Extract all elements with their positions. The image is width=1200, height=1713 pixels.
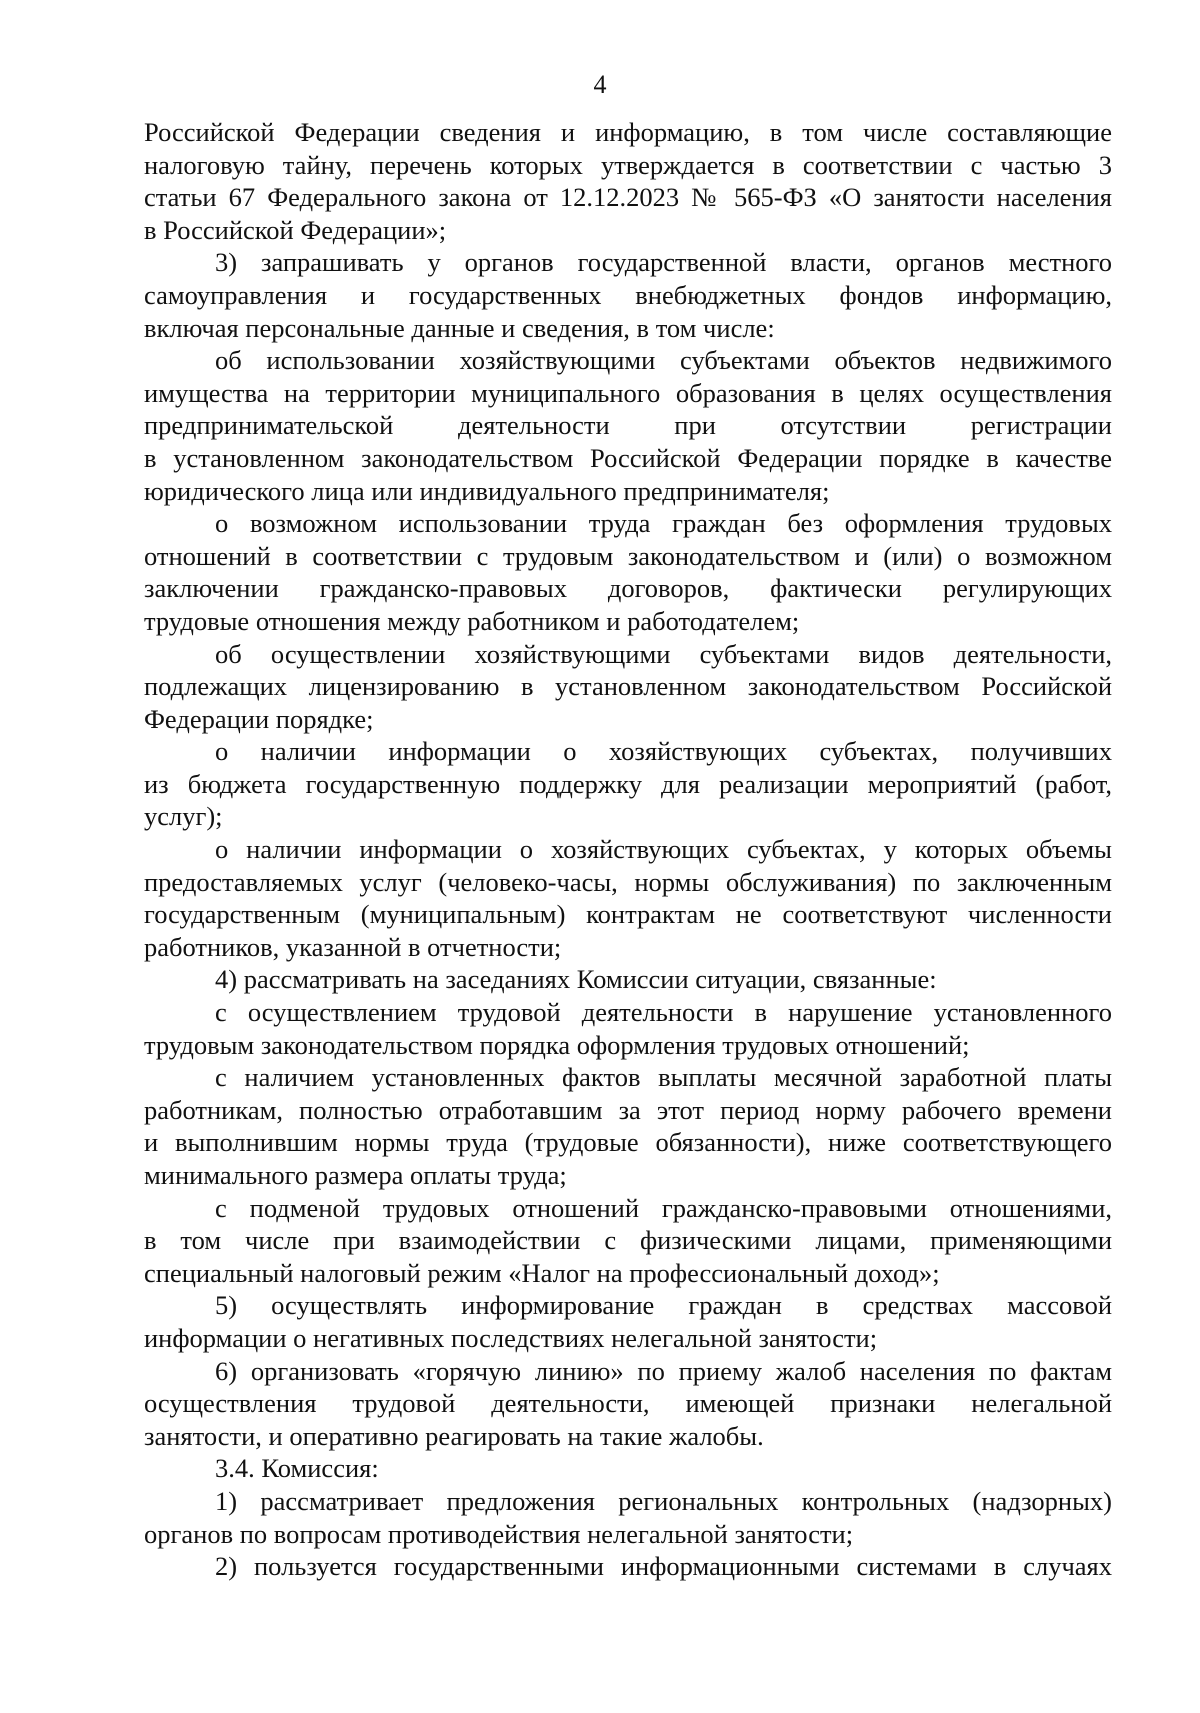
text-line: включая персональные данные и сведения, в том числе: <box>144 312 775 343</box>
text-line: 2) пользуется государственными информационными системами в случаях <box>215 1551 1112 1582</box>
text-line: с наличием установленных фактов выплаты месячной заработной платы <box>215 1062 1112 1093</box>
text-line: специальный налоговый режим «Налог на профессиональный доход»; <box>144 1257 940 1288</box>
text-line: предоставляемых услуг (человеко-часы, нормы обслуживания) по заключенным <box>144 866 1112 897</box>
text-line: осуществления трудовой деятельности, имеющей признаки нелегальной <box>144 1388 1112 1419</box>
text-line: об осуществлении хозяйствующими субъектами видов деятельности, <box>215 638 1112 669</box>
text-line: 3) запрашивать у органов государственной власти, органов местного <box>215 247 1112 278</box>
text-line: в установленном законодательством Российской Федерации порядке в качестве <box>144 442 1112 473</box>
text-line: работникам, полностью отработавшим за этот период норму рабочего времени <box>144 1094 1112 1125</box>
text-line: Российской Федерации сведения и информацию, в том числе составляющие <box>144 117 1112 147</box>
text-line: 6) организовать «горячую линию» по приему жалоб населения по фактам <box>215 1355 1112 1386</box>
text-line: информации о негативных последствиях нелегальной занятости; <box>144 1322 878 1353</box>
text-line: государственным (муниципальным) контрактам не соответствуют численности <box>144 899 1112 930</box>
text-line: 5) осуществлять информирование граждан в средствах массовой <box>215 1290 1112 1321</box>
text-line: налоговую тайну, перечень которых утверждается в соответствии с частью 3 <box>144 149 1112 180</box>
text-line: предпринимательской деятельности при отсутствии регистрации <box>144 410 1112 441</box>
text-line: с подменой трудовых отношений гражданско-правовыми отношениями, <box>215 1192 1112 1223</box>
text-line: занятости, и оперативно реагировать на такие жалобы. <box>144 1420 764 1451</box>
text-line: о наличии информации о хозяйствующих субъектах, получивших <box>215 736 1112 767</box>
text-line: трудовым законодательством порядка оформления трудовых отношений; <box>144 1029 970 1060</box>
text-line: Федерации порядке; <box>144 703 374 734</box>
text-line: с осуществлением трудовой деятельности в нарушение установленного <box>215 997 1112 1028</box>
text-line: заключении гражданско-правовых договоров, фактически регулирующих <box>144 573 1112 604</box>
text-line: 1) рассматривает предложения региональных контрольных (надзорных) <box>215 1485 1112 1516</box>
text-line: имущества на территории муниципального образования в целях осуществления <box>144 377 1112 408</box>
text-line: в Российской Федерации»; <box>144 214 447 245</box>
text-line: 4) рассматривать на заседаниях Комиссии ситуации, связанные: <box>215 964 937 995</box>
text-line: и выполнившим нормы труда (трудовые обязанности), ниже соответствующего <box>144 1127 1112 1158</box>
text-line: об использовании хозяйствующими субъектами объектов недвижимого <box>215 345 1112 376</box>
text-line: работников, указанной в отчетности; <box>144 931 562 962</box>
text-line: в том числе при взаимодействии с физическими лицами, применяющими <box>144 1225 1112 1256</box>
document-body-text <box>144 116 1112 1583</box>
text-line: органов по вопросам противодействия нелегальной занятости; <box>144 1518 854 1549</box>
text-line: 3.4. Комиссия: <box>215 1453 379 1484</box>
text-line: подлежащих лицензированию в установленном законодательством Российской <box>144 671 1112 702</box>
text-line: о возможном использовании труда граждан без оформления трудовых <box>215 508 1112 539</box>
text-line: о наличии информации о хозяйствующих субъектах, у которых объемы <box>215 834 1112 865</box>
text-line: юридического лица или индивидуального предпринимателя; <box>144 475 830 506</box>
text-line: трудовые отношения между работником и работодателем; <box>144 605 800 636</box>
page-number: 4 <box>593 70 607 99</box>
text-line: из бюджета государственную поддержку для реализации мероприятий (работ, <box>144 768 1112 799</box>
text-line: отношений в соответствии с трудовым законодательством и (или) о возможном <box>144 540 1112 571</box>
text-line: статьи 67 Федерального закона от 12.12.2023 № 565-ФЗ «О занятости населения <box>144 182 1112 213</box>
text-line: самоуправления и государственных внебюджетных фондов информацию, <box>144 279 1112 310</box>
text-line: минимального размера оплаты труда; <box>144 1160 567 1190</box>
text-line: услуг); <box>144 801 223 832</box>
